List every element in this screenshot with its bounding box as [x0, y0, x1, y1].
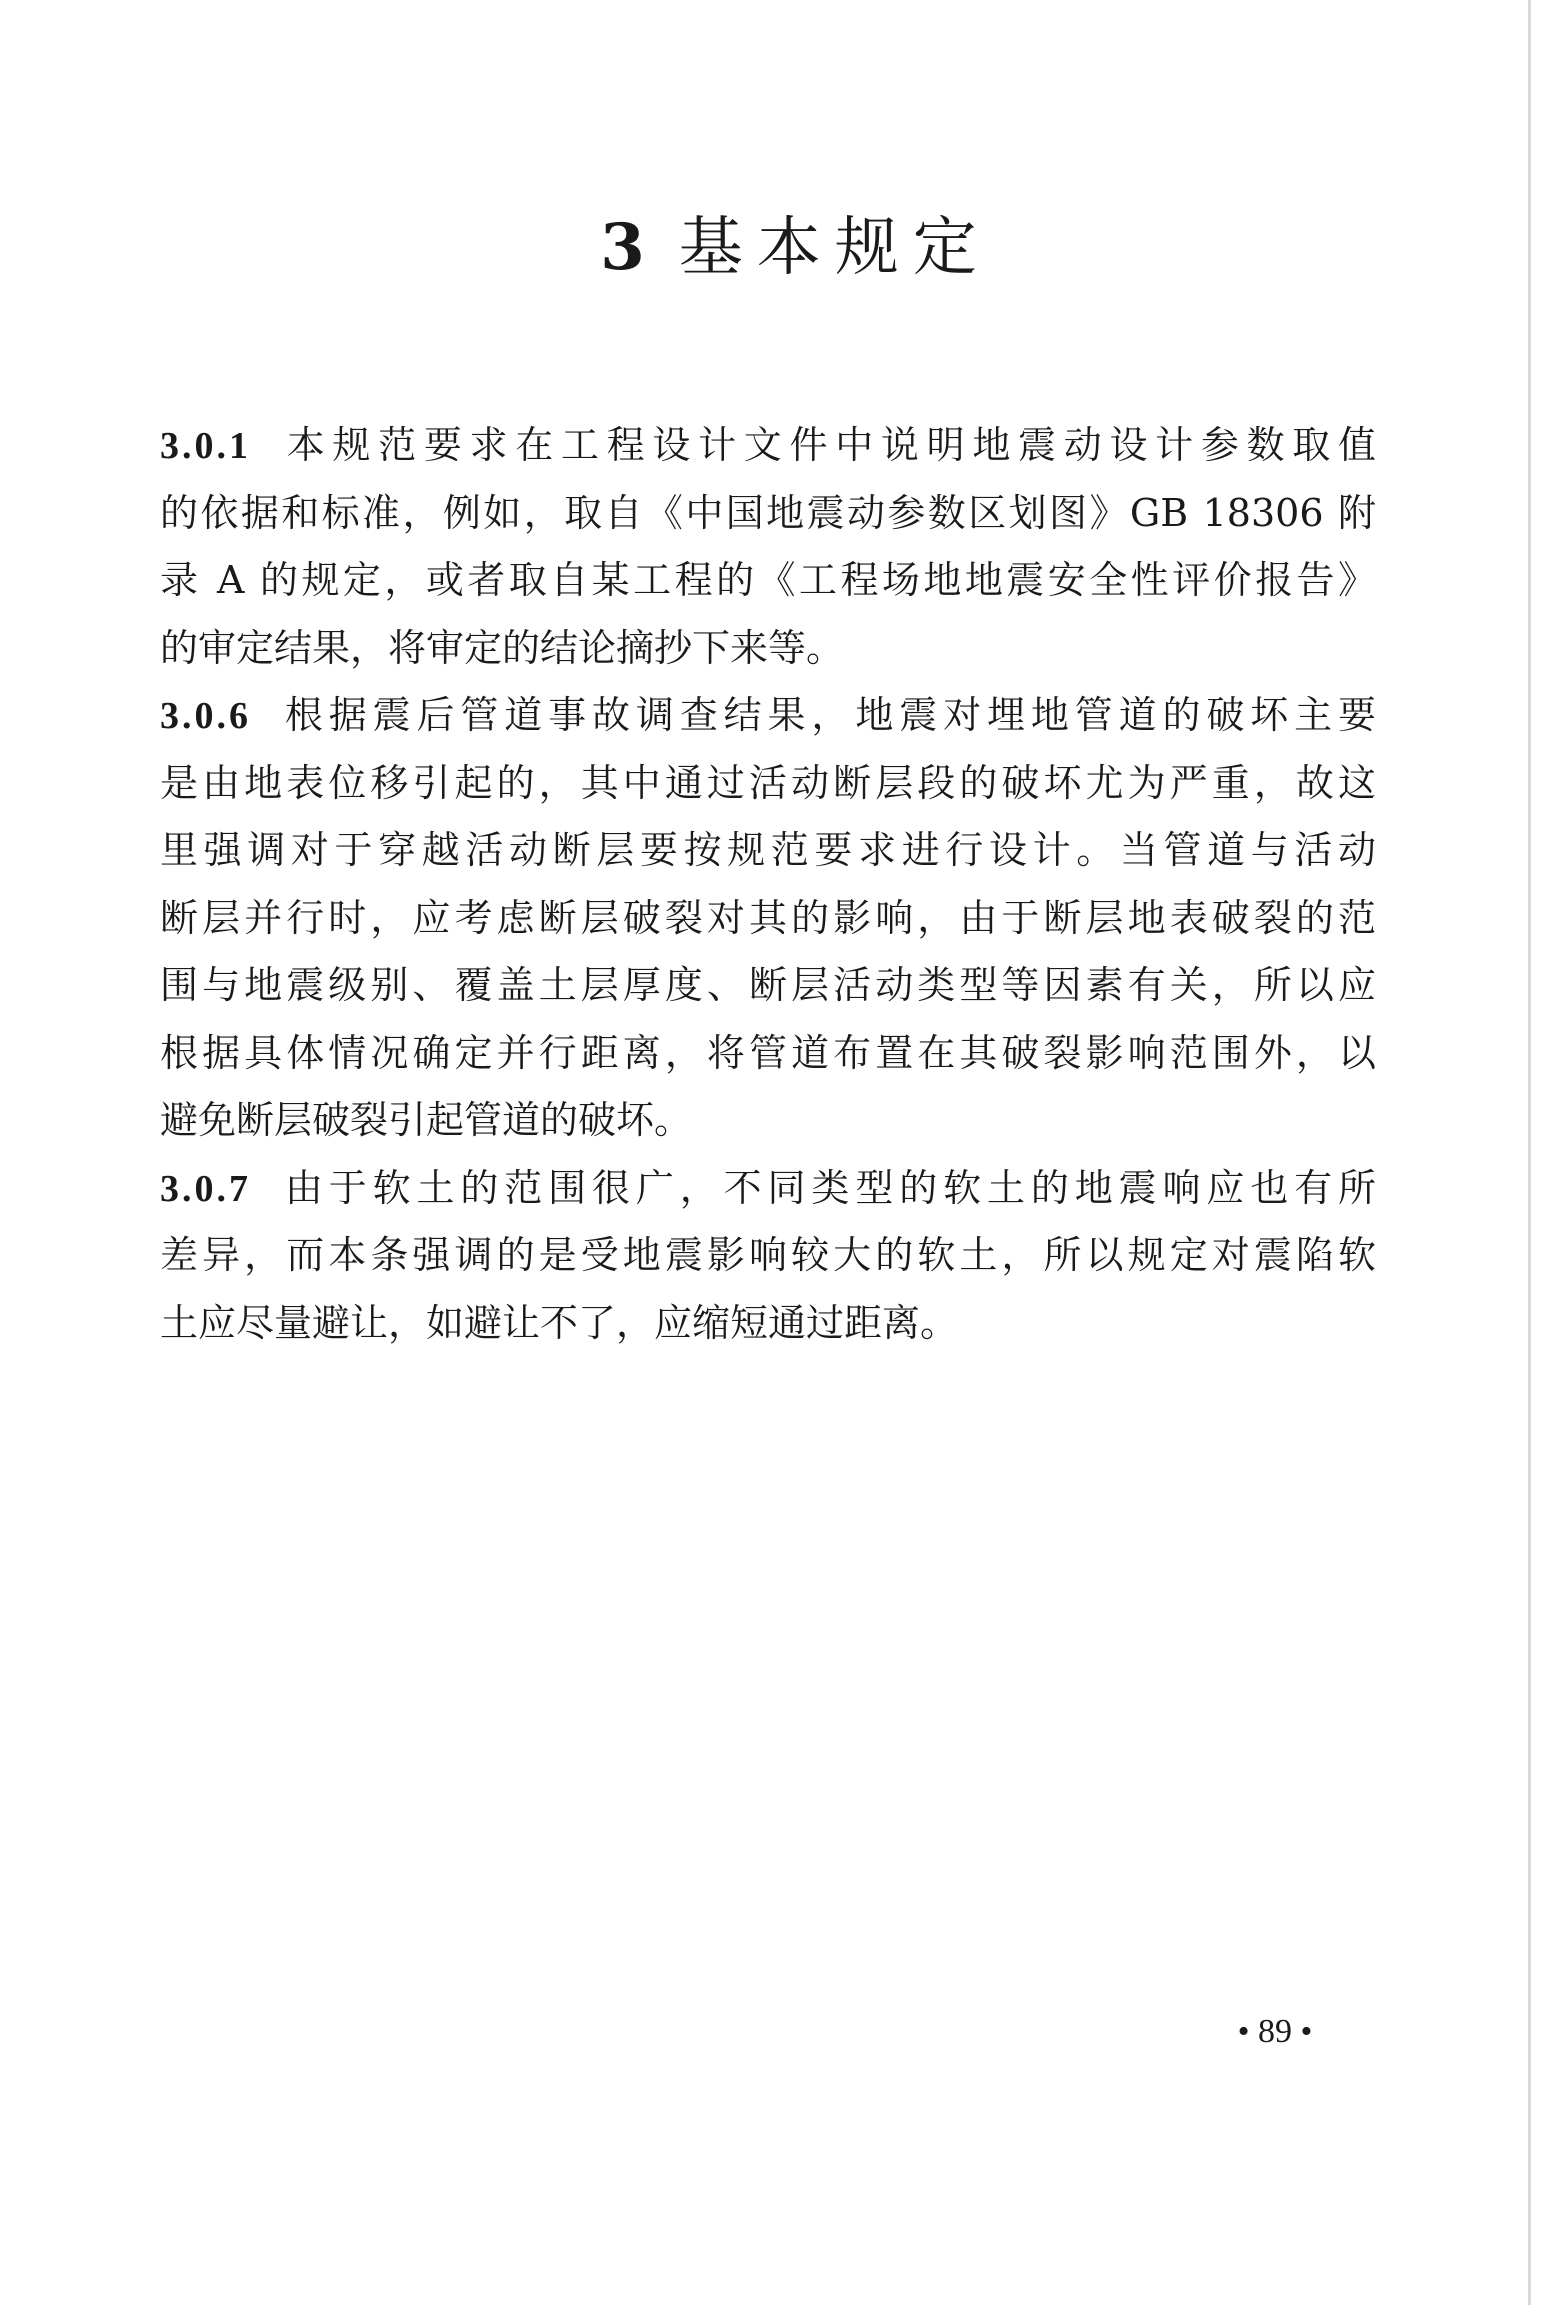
chapter-title [0, 208, 1567, 288]
clause-3-0-1-line-2: 的依据和标准，例如，取自《中国地震动参数区划图》GB 18306 附 [160, 490, 1376, 535]
clause-3-0-7-line-3: 土应尽量避让，如避让不了，应缩短通过距离。 [160, 1300, 959, 1345]
clause-3-0-6-line-6: 根据具体情况确定并行距离，将管道布置在其破裂影响范围外，以 [160, 1030, 1376, 1075]
clause-number: 3.0.6 [160, 695, 251, 737]
page-edge-line [1528, 0, 1531, 2305]
document-body [160, 412, 1376, 1357]
clause-3-0-1-line-3: 录 A 的规定，或者取自某工程的《工程场地地震安全性评价报告》 [160, 558, 1376, 602]
clause-3-0-6-line-7: 避免断层破裂引起管道的破坏。 [160, 1098, 693, 1142]
clause-3-0-6-line-3: 里强调对于穿越活动断层要按规范要求进行设计。当管道与活动 [160, 828, 1376, 872]
clause-text: 根据震后管道事故调查结果，地震对埋地管道的破坏主要 [279, 693, 1376, 737]
clause-3-0-7-line-1 [160, 1155, 1376, 1223]
clause-3-0-6-line-1 [160, 682, 1376, 750]
clause-3-0-7-line-2: 差异，而本条强调的是受地震影响较大的软土，所以规定对震陷软 [160, 1233, 1376, 1277]
clause-3-0-1-line-4: 的审定结果，将审定的结论摘抄下来等。 [160, 625, 845, 670]
clause-text: 本规范要求在工程设计文件中说明地震动设计参数取值 [279, 423, 1376, 467]
clause-number: 3.0.7 [160, 1167, 251, 1210]
chapter-number: 3 [600, 210, 645, 285]
page-number: • 89 • [1237, 2013, 1313, 2050]
clause-number: 3.0.1 [160, 425, 251, 467]
clause-3-0-6-line-2: 是由地表位移引起的，其中通过活动断层段的破坏尤为严重，故这 [160, 760, 1376, 805]
clause-3-0-6-line-5: 围与地震级别、覆盖土层厚度、断层活动类型等因素有关，所以应 [160, 963, 1376, 1007]
clause-text: 由于软土的范围很广，不同类型的软土的地震响应也有所 [279, 1165, 1376, 1210]
clause-3-0-1-line-1 [160, 412, 1376, 480]
clause-3-0-6-line-4: 断层并行时，应考虑断层破裂对其的影响，由于断层地表破裂的范 [160, 895, 1376, 940]
chapter-title-text: 基本规定 [678, 211, 991, 285]
